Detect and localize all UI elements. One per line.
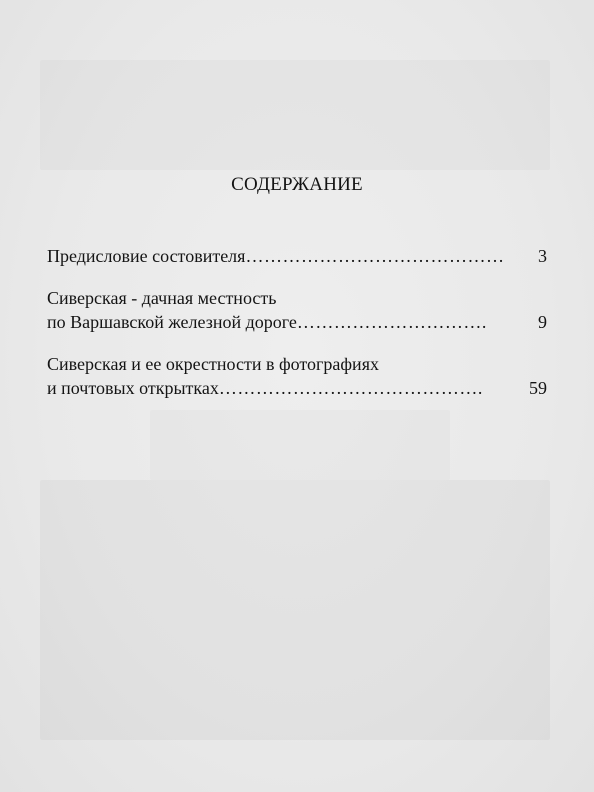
toc-page-number: 9 — [538, 312, 547, 332]
bleed-through-area — [40, 60, 550, 170]
toc-leader-dots: ……………………………………. — [218, 378, 483, 398]
toc-leader-dots: …………………………. — [296, 312, 487, 332]
toc-entry-siverskaya-photos — [47, 352, 547, 400]
bleed-through-area — [150, 410, 450, 480]
toc-entry-title: и почтовых открытках — [47, 378, 219, 398]
toc-entry-siverskaya-dacha — [47, 286, 547, 334]
toc-entry-title-line: Сиверская и ее окрестности в фотографиях — [47, 354, 379, 374]
page-title: СОДЕРЖАНИЕ — [231, 174, 363, 195]
table-of-contents — [47, 244, 547, 418]
bleed-through-area — [40, 480, 550, 740]
toc-leader-dots: …………………………………… — [245, 246, 505, 266]
toc-entry-title: Предисловие состовителя — [47, 246, 246, 266]
toc-entry-title-line: Сиверская - дачная местность — [47, 288, 277, 308]
toc-page-number: 59 — [529, 378, 547, 398]
toc-entry-preface — [47, 244, 547, 268]
toc-page-number: 3 — [538, 246, 547, 266]
toc-entry-title: по Варшавской железной дороге — [47, 312, 297, 332]
